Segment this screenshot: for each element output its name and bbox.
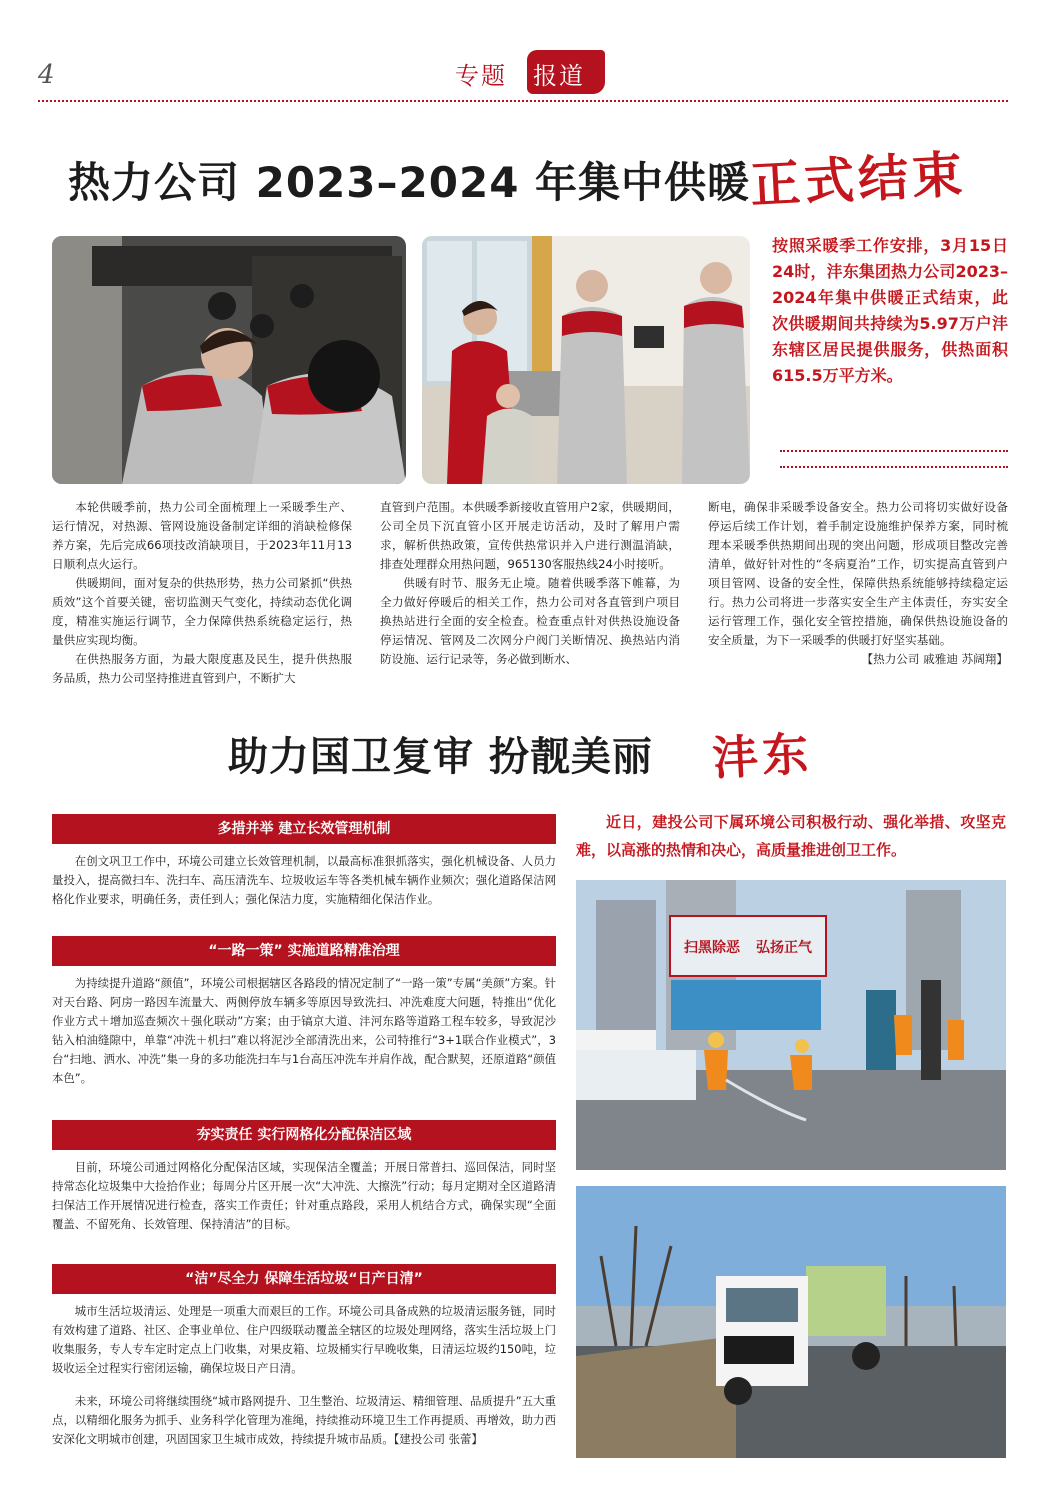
lead-divider-2 [780,466,1008,468]
article2-intro: 近日，建投公司下属环境公司积极行动、强化举措、攻坚克难，以高涨的热情和决心，高质量推进创卫工作。 [576,813,1006,859]
section-paragraph: 城市生活垃圾清运、处理是一项重大而艰巨的工作。环境公司具备成熟的垃圾清运服务链，同时有效构建了道路、社区、企事业单位、住户四级联动覆盖全辖区的垃圾处理网络，落实生活垃圾上门收集服务，专人专车定时定点上门收集，对果皮箱、垃圾桶实行早晚收集，日清运垃圾约150吨，垃圾收运全过程实行密闭运输，确保垃圾日产日清。 [52,1304,556,1375]
article1-column-1 [52,498,352,688]
photo-sign-text: 扫黑除恶 [684,940,740,956]
photo-home-visit [422,236,750,484]
article1-column-2 [380,498,680,669]
article1-paragraph: 供暖期间，面对复杂的供热形势，热力公司紧抓“供热质效”这个首要关键，密切监测天气变化，持续动态优化调度，精准实施运行调节，全力保障供热系统稳定运行，热量供应实现均衡。 [52,576,352,647]
article1-headline-accent: 正式结束 [748,144,968,215]
section-bar-4: “洁”尽全力 保障生活垃圾“日产日清” [52,1264,556,1294]
article2-headline-accent: 沣东 [710,726,814,786]
section-paragraph: 未来，环境公司将继续围绕“城市路网提升、卫生整治、垃圾清运、精细管理、品质提升”五大重点，以精细化服务为抓手、业务科学化管理为准绳，持续推动环境卫生工作再提质、再增效，助力西安深化文明城市创建，巩固国家卫生城市成效，持续提升城市品质。【建投公司 张蕾】 [52,1394,556,1446]
photo-sign-text: 弘扬正气 [756,940,812,956]
section-paragraph: 目前，环境公司通过网格化分配保洁区域，实现保洁全覆盖；开展日常普扫、巡回保洁，同时坚持常态化垃圾集中大捡拾作业；每周分片区开展一次“大冲洗、大擦洗”行动；每月定期对全区道路清扫保洁工作开展情况进行检查，落实工作责任；针对重点路段，采用人机结合方式，确保实现“全面覆盖、不留死角、长效管理、保持清洁”的目标。 [52,1160,556,1231]
section-paragraph: 为持续提升道路“颜值”，环境公司根据辖区各路段的情况定制了“一路一策”专属“美颜”方案。针对天台路、阿房一路因车流量大、两侧停放车辆多等原因导致洗扫、冲洗难度大问题，特推出“优化作业方式＋增加巡查频次＋强化联动”方案；由于镐京大道、沣河东路等道路工程车较多，导致泥沙钻入柏油缝隙中，单靠“冲洗＋机扫”难以将泥沙全部清洗出来，公司特推行“3+1联合作业模式”，3台“扫地、洒水、冲洗”集一身的多功能洗扫车与1台高压冲洗车并肩作战，配合默契，还原道路“颜值本色”。 [52,976,556,1085]
section-body-4 [52,1302,556,1449]
article2-headline: 助力国卫复审 扮靓美丽 [228,734,653,780]
section-bar-2: “一路一策” 实施道路精准治理 [52,936,556,966]
article1-paragraph: 供暖有时节、服务无止境。随着供暖季落下帷幕，为全力做好停暖后的相关工作，热力公司对各直管到户项目换热站进行全面的安全检查。检查重点针对供热设施设备停运情况、管网及二次网分户阀门关断情况、换热站内消防设施、运行记录等，务必做到断水、 [380,576,680,666]
photo-workers-inspection [52,236,406,484]
photo-sweeper-truck [576,1186,1006,1458]
column-title-part-b: 报道 [533,62,585,90]
article1-headline: 热力公司 2023–2024 年集中供暖 [68,158,751,207]
article1-paragraph: 断电，确保非采暖季设备安全。热力公司将切实做好设备停运后续工作计划，着手制定设施维护保养方案，同时梳理本采暖季供热期间出现的突出问题，形成项目整改完善清单，做好针对性的“冬病夏治”工作，切实提高直管到户项目管网、设备的安全性，保障供热系统能够持续稳定运行。热力公司将进一步落实安全生产主体责任，夯实安全运行管理工作，强化安全管控措施，确保供热设施设备的安全质量，为下一采暖季的供暖打好坚实基础。 [708,500,1008,647]
column-title [455,50,615,94]
section-bar-1: 多措并举 建立长效管理机制 [52,814,556,844]
article1-paragraph: 直管到户范围。本供暖季新接收直管用户2家，供暖期间，公司全员下沉直管小区开展走访活动，及时了解用户需求，解析供热政策，宣传供热常识并入户进行测温消缺，排查处理群众用热问题，965130客服热线24小时接听。 [380,500,680,571]
column-title-part-a: 专题 [455,62,507,90]
article1-column-3 [708,498,1008,669]
photo-street-washing [576,880,1006,1170]
section-body-2 [52,974,556,1088]
section-body-3 [52,1158,556,1234]
header-divider [38,100,1008,102]
section-bar-3: 夯实责任 实行网格化分配保洁区域 [52,1120,556,1150]
article1-lead: 按照采暖季工作安排，3月15日24时，沣东集团热力公司2023–2024年集中供暖正式结束，此次供暖期间共持续为5.97万户沣东辖区居民提供服务，供热面积615.5万平方米。 [772,236,1008,385]
article1-paragraph: 在供热服务方面，为最大限度惠及民生，提升供热服务品质，热力公司坚持推进直管到户，不断扩大 [52,652,352,685]
article1-signature: 【热力公司 戚雅迪 苏阔翔】 [861,652,1008,666]
article1-paragraph: 本轮供暖季前，热力公司全面梳理上一采暖季生产、运行情况，对热源、管网设施设备制定详细的消缺检修保养方案，先后完成66项技改消缺项目，于2023年11月13日顺利点火运行。 [52,500,352,571]
lead-divider-1 [780,450,1008,452]
page-number: 4 [38,60,55,90]
section-body-1 [52,852,556,909]
section-paragraph: 在创文巩卫工作中，环境公司建立长效管理机制，以最高标准狠抓落实，强化机械设备、人员力量投入，提高微扫车、洗扫车、高压清洗车、垃圾收运车等各类机械车辆作业频次；强化道路保洁网格化作业要求，明确任务，责任到人；强化保洁力度，实施精细化保洁作业。 [52,854,556,906]
